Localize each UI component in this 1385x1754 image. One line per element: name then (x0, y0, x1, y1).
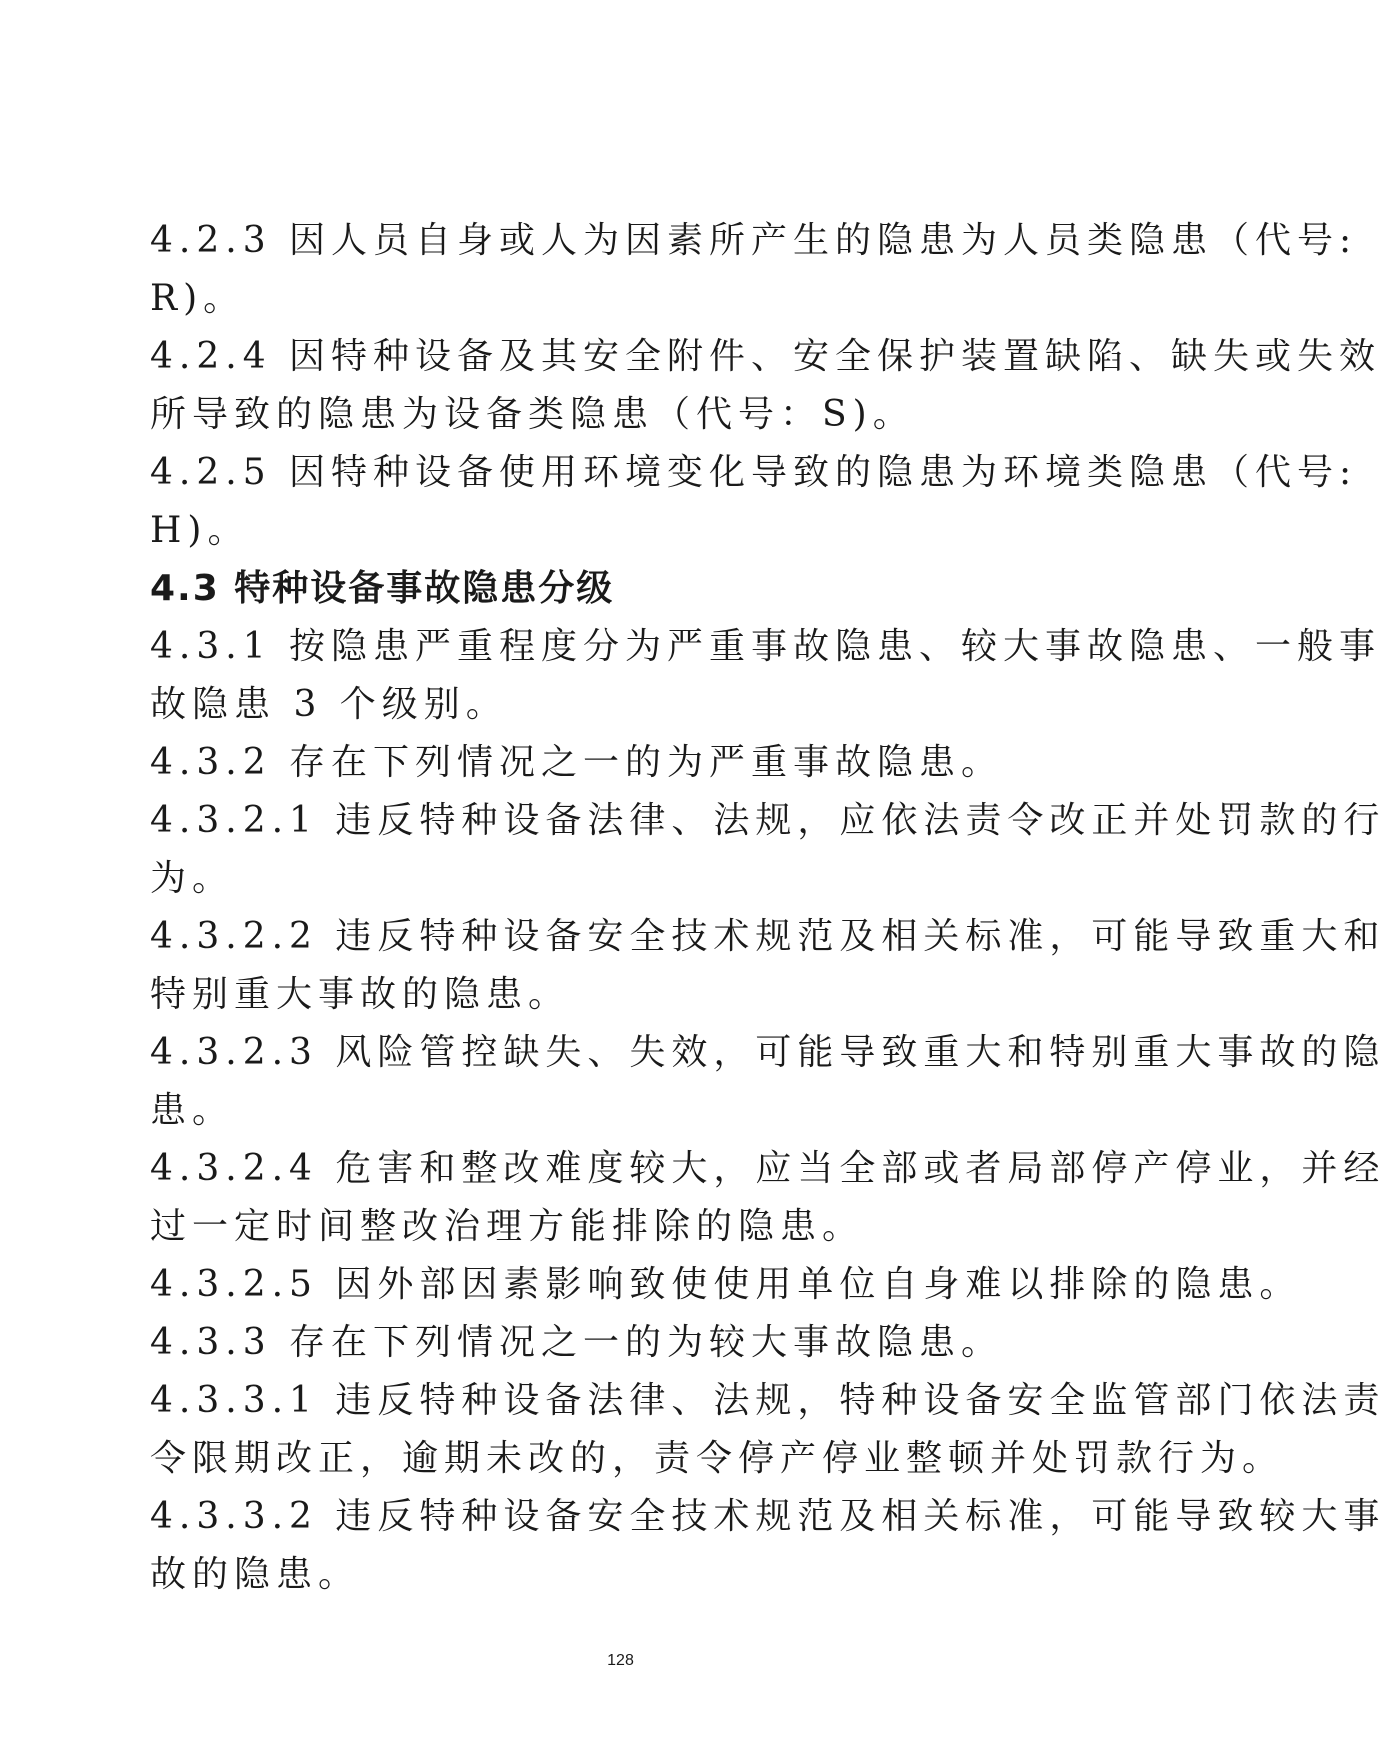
text-line: 4.3.3.2 违反特种设备安全技术规范及相关标准，可能导致较大事 (150, 1496, 1385, 1537)
page-number: 128 (607, 1652, 634, 1669)
text-line: H)。 (150, 510, 250, 551)
text-line: 4.3.2.5 因外部因素影响致使使用单位自身难以排除的隐患。 (150, 1264, 1302, 1305)
text-line: 特别重大事故的隐患。 (150, 974, 571, 1015)
text-line: 4.3.2 存在下列情况之一的为严重事故隐患。 (150, 742, 1004, 783)
text-line: 4.3.3.1 违反特种设备法律、法规，特种设备安全监管部门依法责 (150, 1380, 1385, 1421)
text-line: 过一定时间整改治理方能排除的隐患。 (150, 1206, 865, 1247)
text-line: 患。 (150, 1090, 235, 1131)
text-line: 4.3.2.3 风险管控缺失、失效，可能导致重大和特别重大事故的隐 (150, 1032, 1385, 1073)
text-line: 4.3.2.2 违反特种设备安全技术规范及相关标准，可能导致重大和 (150, 916, 1385, 957)
text-line: 故的隐患。 (150, 1554, 361, 1595)
text-line: 4.2.3 因人员自身或人为因素所产生的隐患为人员类隐患（代号: (150, 220, 1358, 261)
text-line: 4.2.4 因特种设备及其安全附件、安全保护装置缺陷、缺失或失效 (150, 336, 1382, 377)
text-line: 4.2.5 因特种设备使用环境变化导致的隐患为环境类隐患（代号: (150, 452, 1358, 493)
document-body (150, 212, 1385, 1604)
text-line: 4.3.2.4 危害和整改难度较大，应当全部或者局部停产停业，并经 (150, 1148, 1385, 1189)
text-line: 4.3.1 按隐患严重程度分为严重事故隐患、较大事故隐患、一般事 (150, 626, 1382, 667)
text-line: 4.3.2.1 违反特种设备法律、法规，应依法责令改正并处罚款的行 (150, 800, 1385, 841)
section-heading: 4.3 特种设备事故隐患分级 (150, 568, 615, 609)
text-line: 4.3.3 存在下列情况之一的为较大事故隐患。 (150, 1322, 1004, 1363)
text-line: 故隐患 3 个级别。 (150, 684, 508, 725)
text-line: 令限期改正，逾期未改的，责令停产停业整顿并处罚款行为。 (150, 1438, 1285, 1479)
text-line: 所导致的隐患为设备类隐患（代号：S)。 (150, 394, 915, 435)
text-line: R)。 (150, 278, 246, 319)
text-line: 为。 (150, 858, 235, 899)
